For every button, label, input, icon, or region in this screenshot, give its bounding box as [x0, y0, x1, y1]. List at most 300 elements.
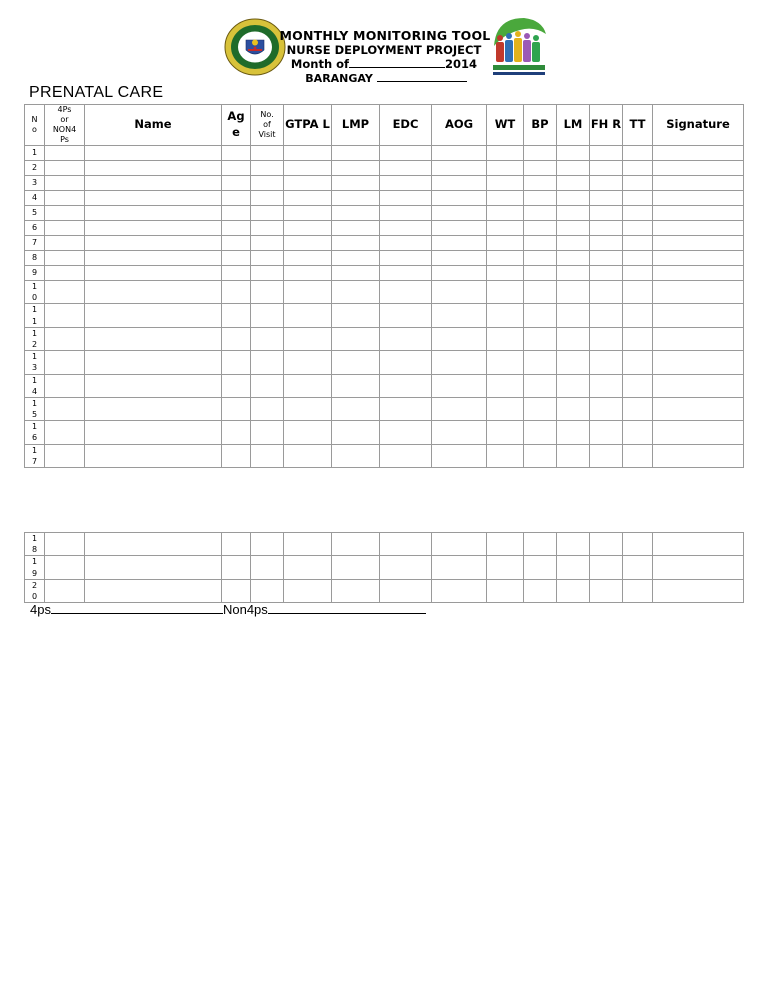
table-cell[interactable]	[653, 161, 744, 176]
table-cell[interactable]	[623, 327, 653, 350]
table-cell[interactable]	[85, 374, 222, 397]
table-cell[interactable]	[432, 579, 487, 602]
col-header-fhr: FH R	[590, 105, 623, 146]
table-cell[interactable]	[590, 444, 623, 467]
col-header-aog: AOG	[432, 105, 487, 146]
table-cell[interactable]	[590, 251, 623, 266]
table-cell[interactable]	[380, 281, 432, 304]
table-cell[interactable]	[380, 191, 432, 206]
table-row	[25, 206, 744, 221]
table-cell[interactable]	[380, 327, 432, 350]
table-cell[interactable]	[557, 421, 590, 444]
table-cell[interactable]	[380, 374, 432, 397]
table-row	[25, 556, 744, 579]
table-cell[interactable]	[524, 281, 557, 304]
table-cell[interactable]	[85, 221, 222, 236]
table-cell[interactable]	[487, 281, 524, 304]
table-cell[interactable]	[590, 191, 623, 206]
table-cell[interactable]	[487, 327, 524, 350]
table-cell[interactable]	[432, 444, 487, 467]
table-cell[interactable]	[432, 351, 487, 374]
table-cell[interactable]	[524, 266, 557, 281]
table-cell[interactable]	[332, 176, 380, 191]
table-cell[interactable]	[45, 221, 85, 236]
table-cell[interactable]	[380, 421, 432, 444]
table-cell[interactable]	[332, 374, 380, 397]
table-cell[interactable]	[487, 304, 524, 327]
table-cell[interactable]	[251, 533, 284, 556]
table-cell[interactable]	[85, 556, 222, 579]
table-cell[interactable]	[487, 191, 524, 206]
table-cell[interactable]	[623, 161, 653, 176]
table-cell[interactable]	[45, 374, 85, 397]
table-cell[interactable]	[284, 304, 332, 327]
table-cell[interactable]	[332, 579, 380, 602]
table-cell[interactable]	[380, 176, 432, 191]
table-cell[interactable]	[623, 351, 653, 374]
table-cell[interactable]	[590, 374, 623, 397]
table-cell[interactable]	[590, 281, 623, 304]
col-header-4ps: 4Ps or NON4 Ps	[45, 105, 85, 146]
table-cell[interactable]	[332, 221, 380, 236]
table-cell[interactable]	[623, 251, 653, 266]
table-cell[interactable]	[653, 251, 744, 266]
table-cell[interactable]	[251, 421, 284, 444]
table-cell[interactable]	[432, 146, 487, 161]
section-title: PRENATAL CARE	[29, 84, 164, 101]
table-cell[interactable]	[332, 191, 380, 206]
table-cell[interactable]	[557, 397, 590, 420]
table-cell[interactable]	[45, 266, 85, 281]
table-cell[interactable]	[284, 397, 332, 420]
table-cell[interactable]	[85, 397, 222, 420]
table-cell[interactable]	[332, 146, 380, 161]
table-cell[interactable]	[623, 556, 653, 579]
table-cell[interactable]	[557, 327, 590, 350]
table-cell[interactable]	[85, 579, 222, 602]
table-cell[interactable]	[45, 556, 85, 579]
table-cell[interactable]	[623, 444, 653, 467]
table-cell[interactable]	[623, 421, 653, 444]
table-cell[interactable]	[380, 221, 432, 236]
table-cell[interactable]	[487, 266, 524, 281]
table-cell[interactable]	[284, 421, 332, 444]
table-cell[interactable]	[653, 579, 744, 602]
table-cell[interactable]	[85, 444, 222, 467]
table-cell[interactable]	[251, 444, 284, 467]
table-cell[interactable]	[380, 351, 432, 374]
table-cell[interactable]	[623, 304, 653, 327]
table-cell[interactable]	[222, 579, 251, 602]
table-cell[interactable]	[557, 556, 590, 579]
table-cell[interactable]	[524, 161, 557, 176]
table-cell[interactable]	[524, 221, 557, 236]
table-cell[interactable]	[284, 351, 332, 374]
table-cell[interactable]	[590, 206, 623, 221]
table-cell[interactable]	[487, 533, 524, 556]
table-cell[interactable]	[251, 351, 284, 374]
table-cell[interactable]	[653, 444, 744, 467]
table-cell[interactable]	[653, 236, 744, 251]
table-cell[interactable]	[557, 251, 590, 266]
table-cell[interactable]	[332, 206, 380, 221]
table-cell[interactable]	[432, 533, 487, 556]
table-cell[interactable]	[487, 206, 524, 221]
table-cell[interactable]	[432, 176, 487, 191]
table-cell[interactable]	[557, 579, 590, 602]
table-cell[interactable]	[653, 421, 744, 444]
table-cell[interactable]	[284, 221, 332, 236]
blank-4ps[interactable]	[51, 601, 223, 614]
table-cell[interactable]	[222, 421, 251, 444]
table-cell[interactable]	[332, 236, 380, 251]
table-cell[interactable]	[623, 176, 653, 191]
table-cell[interactable]	[45, 176, 85, 191]
table-cell[interactable]	[332, 556, 380, 579]
table-cell[interactable]	[222, 533, 251, 556]
table-cell[interactable]	[45, 161, 85, 176]
table-cell[interactable]	[623, 579, 653, 602]
table-cell[interactable]	[380, 266, 432, 281]
table-cell[interactable]	[332, 281, 380, 304]
table-cell[interactable]	[623, 397, 653, 420]
table-cell[interactable]	[251, 266, 284, 281]
table-cell[interactable]	[653, 351, 744, 374]
table-cell[interactable]	[45, 533, 85, 556]
table-cell[interactable]	[222, 266, 251, 281]
table-cell[interactable]	[332, 304, 380, 327]
table-cell[interactable]	[432, 421, 487, 444]
table-cell[interactable]	[524, 421, 557, 444]
table-cell[interactable]	[487, 397, 524, 420]
table-cell[interactable]	[85, 281, 222, 304]
table-cell[interactable]	[251, 556, 284, 579]
table-cell[interactable]	[222, 374, 251, 397]
table-cell[interactable]	[251, 146, 284, 161]
table-cell[interactable]	[487, 176, 524, 191]
table-cell[interactable]	[524, 176, 557, 191]
table-cell[interactable]	[85, 176, 222, 191]
table-cell[interactable]	[380, 146, 432, 161]
table-cell[interactable]	[557, 266, 590, 281]
table-cell[interactable]	[557, 221, 590, 236]
table-cell[interactable]	[653, 304, 744, 327]
table-cell[interactable]	[653, 327, 744, 350]
table-cell[interactable]	[524, 146, 557, 161]
table-cell[interactable]	[557, 191, 590, 206]
table-cell[interactable]	[557, 281, 590, 304]
table-cell[interactable]	[487, 421, 524, 444]
table-cell[interactable]	[85, 327, 222, 350]
table-cell[interactable]	[85, 191, 222, 206]
table-cell[interactable]	[85, 351, 222, 374]
table-cell[interactable]	[432, 266, 487, 281]
table-cell[interactable]	[284, 579, 332, 602]
table-cell[interactable]	[623, 236, 653, 251]
table-cell[interactable]	[524, 236, 557, 251]
table-cell[interactable]	[590, 327, 623, 350]
table-cell[interactable]	[487, 236, 524, 251]
table-cell[interactable]	[332, 351, 380, 374]
table-cell[interactable]	[222, 146, 251, 161]
table-cell[interactable]	[284, 556, 332, 579]
blank-non4ps[interactable]	[268, 601, 426, 614]
table-cell[interactable]	[85, 236, 222, 251]
barangay-blank[interactable]	[377, 71, 467, 82]
table-cell[interactable]	[251, 236, 284, 251]
table-cell[interactable]	[45, 251, 85, 266]
table-cell[interactable]	[653, 176, 744, 191]
table-cell[interactable]	[380, 161, 432, 176]
table-cell[interactable]	[222, 176, 251, 191]
month-blank[interactable]	[349, 57, 445, 68]
table-cell[interactable]	[432, 397, 487, 420]
table-cell[interactable]	[524, 206, 557, 221]
table-cell[interactable]	[45, 236, 85, 251]
table-cell[interactable]	[222, 206, 251, 221]
table-cell[interactable]	[45, 397, 85, 420]
table-cell[interactable]	[487, 161, 524, 176]
table-cell[interactable]	[653, 206, 744, 221]
table-cell[interactable]	[284, 236, 332, 251]
table-cell[interactable]	[380, 579, 432, 602]
table-cell[interactable]	[487, 251, 524, 266]
table-header-row	[25, 105, 744, 146]
table-cell[interactable]	[653, 221, 744, 236]
table-cell[interactable]	[623, 206, 653, 221]
table-cell[interactable]	[524, 444, 557, 467]
table-cell[interactable]	[487, 579, 524, 602]
table-cell[interactable]	[222, 304, 251, 327]
table-cell[interactable]	[222, 444, 251, 467]
table-cell[interactable]	[623, 221, 653, 236]
table-cell[interactable]	[623, 374, 653, 397]
table-cell[interactable]	[380, 533, 432, 556]
table-cell[interactable]	[557, 374, 590, 397]
table-cell[interactable]	[590, 304, 623, 327]
table-cell[interactable]	[557, 444, 590, 467]
table-cell[interactable]	[432, 236, 487, 251]
table-cell[interactable]	[432, 327, 487, 350]
table-cell[interactable]	[284, 251, 332, 266]
table-cell[interactable]	[590, 533, 623, 556]
table-cell[interactable]	[557, 351, 590, 374]
table-cell[interactable]	[251, 374, 284, 397]
table-cell[interactable]	[524, 533, 557, 556]
table-cell[interactable]	[284, 281, 332, 304]
table-cell[interactable]	[557, 161, 590, 176]
table-cell[interactable]	[557, 533, 590, 556]
table-cell[interactable]	[432, 556, 487, 579]
table-cell[interactable]	[284, 533, 332, 556]
table-cell[interactable]	[590, 221, 623, 236]
table-cell[interactable]	[487, 221, 524, 236]
table-cell[interactable]	[45, 579, 85, 602]
table-cell[interactable]	[487, 146, 524, 161]
row-number: 7	[25, 236, 45, 251]
table-cell[interactable]	[284, 327, 332, 350]
table-cell[interactable]	[590, 236, 623, 251]
table-cell[interactable]	[45, 281, 85, 304]
table-cell[interactable]	[590, 146, 623, 161]
table-cell[interactable]	[590, 556, 623, 579]
table-cell[interactable]	[284, 146, 332, 161]
table-cell[interactable]	[85, 161, 222, 176]
table-cell[interactable]	[590, 579, 623, 602]
table-cell[interactable]	[85, 266, 222, 281]
table-cell[interactable]	[432, 206, 487, 221]
table-cell[interactable]	[222, 281, 251, 304]
table-cell[interactable]	[653, 397, 744, 420]
table-row	[25, 236, 744, 251]
table-cell[interactable]	[332, 421, 380, 444]
row-number: 1 1	[25, 304, 45, 327]
table-cell[interactable]	[590, 161, 623, 176]
table-cell[interactable]	[653, 374, 744, 397]
table-cell[interactable]	[380, 304, 432, 327]
table-cell[interactable]	[524, 579, 557, 602]
table-cell[interactable]	[432, 251, 487, 266]
table-cell[interactable]	[284, 176, 332, 191]
table-cell[interactable]	[524, 191, 557, 206]
table-cell[interactable]	[332, 266, 380, 281]
table-cell[interactable]	[653, 191, 744, 206]
table-cell[interactable]	[590, 266, 623, 281]
table-cell[interactable]	[284, 191, 332, 206]
table-cell[interactable]	[332, 251, 380, 266]
table-cell[interactable]	[284, 374, 332, 397]
table-cell[interactable]	[653, 556, 744, 579]
table-cell[interactable]	[45, 444, 85, 467]
table-cell[interactable]	[590, 421, 623, 444]
table-cell[interactable]	[45, 327, 85, 350]
table-cell[interactable]	[284, 444, 332, 467]
table-cell[interactable]	[332, 327, 380, 350]
table-cell[interactable]	[85, 251, 222, 266]
table-cell[interactable]	[284, 266, 332, 281]
table-cell[interactable]	[524, 351, 557, 374]
table-cell[interactable]	[557, 206, 590, 221]
table-cell[interactable]	[524, 397, 557, 420]
table-cell[interactable]	[222, 556, 251, 579]
table-cell[interactable]	[623, 191, 653, 206]
table-cell[interactable]	[85, 421, 222, 444]
table-cell[interactable]	[222, 191, 251, 206]
table-cell[interactable]	[251, 221, 284, 236]
table-cell[interactable]	[432, 281, 487, 304]
table-cell[interactable]	[380, 397, 432, 420]
table-cell[interactable]	[222, 327, 251, 350]
table-cell[interactable]	[487, 556, 524, 579]
table-cell[interactable]	[590, 397, 623, 420]
table-cell[interactable]	[332, 397, 380, 420]
table-cell[interactable]	[251, 251, 284, 266]
table-cell[interactable]	[432, 191, 487, 206]
table-cell[interactable]	[332, 444, 380, 467]
table-cell[interactable]	[45, 351, 85, 374]
table-cell[interactable]	[524, 374, 557, 397]
table-cell[interactable]	[45, 206, 85, 221]
table-cell[interactable]	[222, 351, 251, 374]
table-cell[interactable]	[85, 533, 222, 556]
table-cell[interactable]	[222, 236, 251, 251]
table-cell[interactable]	[590, 176, 623, 191]
table-cell[interactable]	[332, 533, 380, 556]
table-cell[interactable]	[45, 304, 85, 327]
table-cell[interactable]	[487, 351, 524, 374]
table-cell[interactable]	[557, 146, 590, 161]
table-cell[interactable]	[332, 161, 380, 176]
table-cell[interactable]	[251, 397, 284, 420]
table-cell[interactable]	[653, 533, 744, 556]
table-cell[interactable]	[623, 533, 653, 556]
table-row	[25, 146, 744, 161]
table-cell[interactable]	[45, 146, 85, 161]
table-cell[interactable]	[380, 444, 432, 467]
table-cell[interactable]	[251, 281, 284, 304]
table-cell[interactable]	[85, 206, 222, 221]
col-header-edc: EDC	[380, 105, 432, 146]
table-cell[interactable]	[251, 579, 284, 602]
table-cell[interactable]	[590, 351, 623, 374]
table-cell[interactable]	[222, 397, 251, 420]
table-cell[interactable]	[85, 304, 222, 327]
table-cell[interactable]	[251, 206, 284, 221]
table-cell[interactable]	[222, 221, 251, 236]
table-row	[25, 351, 744, 374]
table-cell[interactable]	[284, 161, 332, 176]
table-cell[interactable]	[653, 146, 744, 161]
table-cell[interactable]	[251, 191, 284, 206]
table-cell[interactable]	[557, 304, 590, 327]
table-cell[interactable]	[222, 161, 251, 176]
table-cell[interactable]	[222, 251, 251, 266]
table-cell[interactable]	[432, 221, 487, 236]
table-cell[interactable]	[653, 266, 744, 281]
table-cell[interactable]	[380, 236, 432, 251]
table-cell[interactable]	[45, 421, 85, 444]
table-cell[interactable]	[251, 176, 284, 191]
table-cell[interactable]	[524, 304, 557, 327]
prenatal-care-table-continued	[24, 532, 744, 603]
table-cell[interactable]	[432, 374, 487, 397]
table-cell[interactable]	[524, 251, 557, 266]
table-cell[interactable]	[524, 556, 557, 579]
table-cell[interactable]	[284, 206, 332, 221]
col-header-age: Ag e	[222, 105, 251, 146]
table-cell[interactable]	[85, 146, 222, 161]
table-cell[interactable]	[653, 281, 744, 304]
table-cell[interactable]	[557, 176, 590, 191]
table-cell[interactable]	[380, 206, 432, 221]
table-cell[interactable]	[251, 161, 284, 176]
table-cell[interactable]	[487, 374, 524, 397]
table-cell[interactable]	[623, 146, 653, 161]
table-cell[interactable]	[251, 304, 284, 327]
table-cell[interactable]	[432, 304, 487, 327]
table-cell[interactable]	[623, 266, 653, 281]
table-cell[interactable]	[487, 444, 524, 467]
table-cell[interactable]	[524, 327, 557, 350]
table-cell[interactable]	[251, 327, 284, 350]
table-cell[interactable]	[623, 281, 653, 304]
table-row	[25, 191, 744, 206]
table-cell[interactable]	[45, 191, 85, 206]
table-cell[interactable]	[432, 161, 487, 176]
table-cell[interactable]	[380, 251, 432, 266]
table-cell[interactable]	[380, 556, 432, 579]
table-cell[interactable]	[557, 236, 590, 251]
